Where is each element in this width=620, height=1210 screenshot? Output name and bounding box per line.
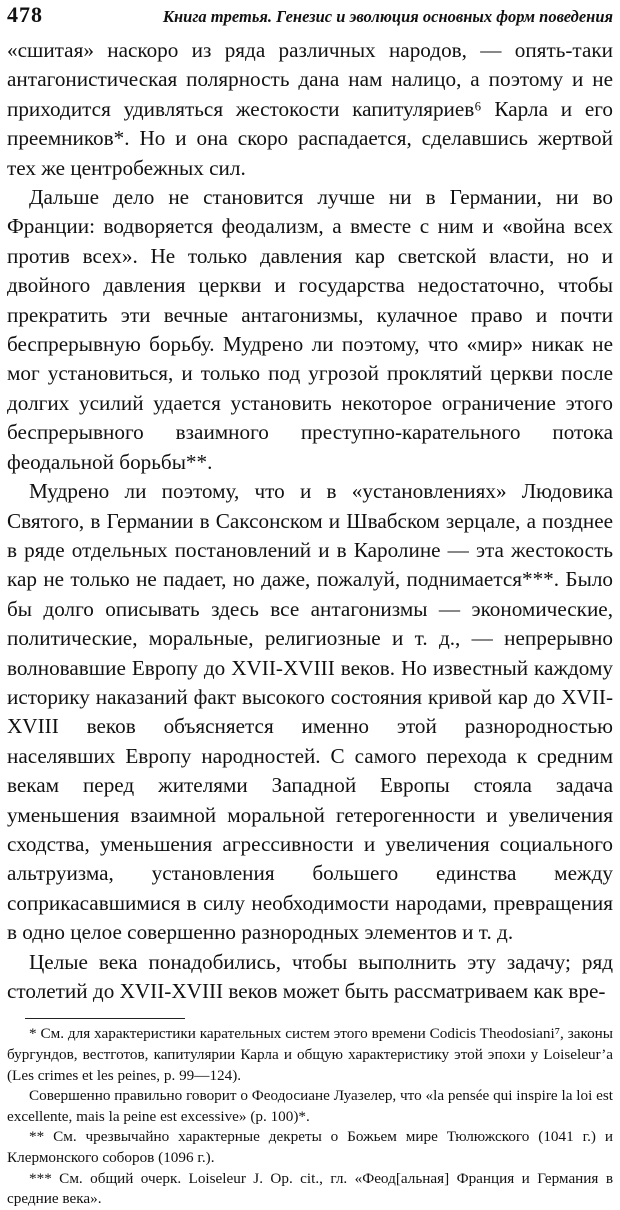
running-title: Книга третья. Генезис и эволюция основных форм поведения	[162, 7, 613, 26]
footnote: *** См. общий очерк. Loiseleur J. Op. cit., гл. «Феод[альная] Франция и Германия в средние века».	[7, 1169, 613, 1208]
footnote: ** См. чрезвычайно характерные декреты о Божьем мире Тюлюжского (1041 г.) и Клермонского соборов (1096 г.).	[7, 1128, 613, 1166]
paragraph: Дальше дело не становится лучше ни в Германии, ни во Франции: водворяется феодализм, а вместе с ним и «война всех против всех». Не только давления кар светской власти, но и двойного давления церкви и государства недостаточно, чтобы прекратить эти вечные антагонизмы, кулачное право и почти беспрерывную борьбу. Мудрено ли поэтому, что «мир» никак не мог установиться, и только под угрозой проклятий церкви после долгих усилий удается установить некоторое ограничение этого беспрерывного взаимного преступно-карательного потока феодальной борьбы**.	[7, 185, 613, 474]
paragraph: «сшитая» наскоро из ряда различных народов, — опять-таки антагонистическая полярность дана нам налицо, а поэтому и не приходится удивляться жестокости капитуляриев⁶ Карла и его преемников*. Но и она скоро распадается, сделавшись жертвой тех же центробежных сил.	[7, 38, 613, 180]
main-text	[7, 36, 613, 1006]
page-number: 478	[7, 2, 43, 27]
footnote: Совершенно правильно говорит о Феодосиане Луазелер, что «la pensée qui inspire la loi est excellente, mais la peine est excessive» (p. 100)*.	[7, 1087, 613, 1125]
paragraph: Целые века понадобились, чтобы выполнить эту задачу; ряд столетий до XVII-XVIII веков может быть рассматриваем как вре-	[7, 949, 613, 1003]
footnotes	[7, 1024, 613, 1209]
page-header	[7, 2, 613, 32]
footnote: * См. для характеристики карательных систем этого времени Codicis Theodosiani⁷, законы бургундов, вестготов, капитулярии Карла и общую характеристику этой эпохи у Loiseleur’a (Les crimes et les peines, p. 99—124).	[7, 1025, 613, 1084]
footnote-divider	[25, 1018, 185, 1019]
paragraph: Мудрено ли поэтому, что и в «установлениях» Людовика Святого, в Германии в Саксонском и Швабском зерцале, а позднее в ряде отдельных постановлений и в Каролине — эта жестокость кар не только не падает, но даже, пожалуй, поднимается***. Было бы долго описывать здесь все антагонизмы — экономические, политические, моральные, религиозные и т. д., — непрерывно волновавшие Европу до XVII-XVIII веков. Но известный каждому историку наказаний факт высокого состояния кривой кар до XVII-XVIII веков объясняется именно этой разнородностью населявших Европу народностей. С самого перехода к средним векам перед жителями Западной Европы стояла задача уменьшения взаимной моральной гетерогенности и увеличения сходства, уменьшения агрессивности и увеличения социального альтруизма, установления большего единства между соприкасавшимися в силу необходимости народами, превращения в одно целое совершенно разнородных элементов и т. д.	[7, 479, 613, 945]
